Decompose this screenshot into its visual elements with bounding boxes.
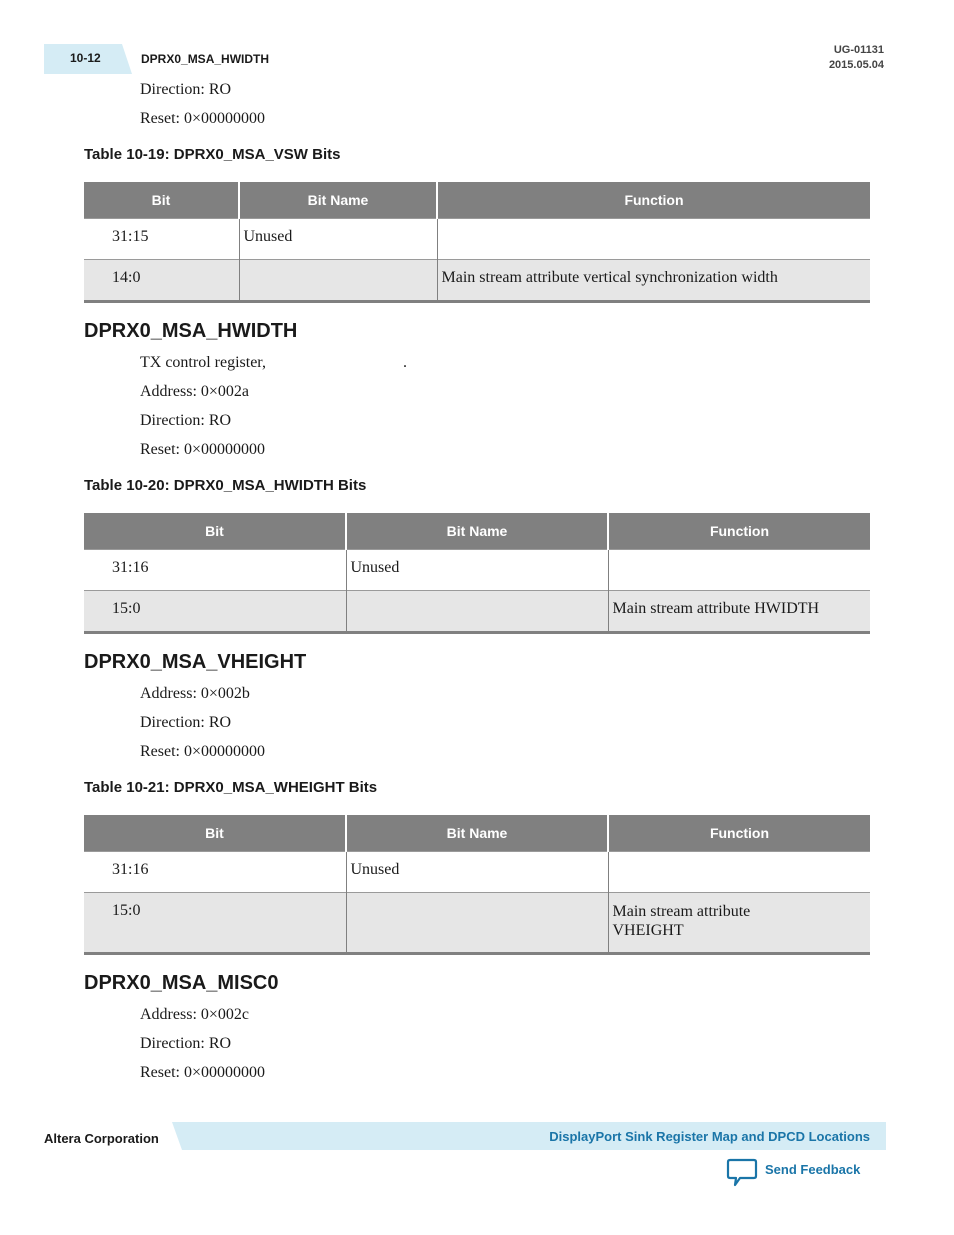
section-heading-vheight: DPRX0_MSA_VHEIGHT <box>84 651 307 673</box>
speech-bubble-icon <box>726 1158 758 1188</box>
column-header-bit: Bit <box>84 815 346 852</box>
table-row <box>84 219 870 260</box>
cell-bit-name: Unused <box>239 219 437 260</box>
column-header-function: Function <box>608 815 870 852</box>
hwidth-description-end: . <box>402 354 407 371</box>
cell-bit: 15:0 <box>84 893 346 954</box>
column-header-bit: Bit <box>84 182 239 219</box>
hwidth-address: Address: 0×002a <box>140 383 250 400</box>
table-caption-20: Table 10-20: DPRX0_MSA_HWIDTH Bits <box>84 477 367 494</box>
cell-function <box>608 852 870 893</box>
table-hwidth-bits <box>84 513 870 634</box>
table-row <box>84 893 870 954</box>
table-caption-19: Table 10-19: DPRX0_MSA_VSW Bits <box>84 146 341 163</box>
column-header-bit-name: Bit Name <box>239 182 437 219</box>
section-heading-misc0: DPRX0_MSA_MISC0 <box>84 972 279 994</box>
cell-bit: 31:16 <box>84 852 346 893</box>
document-date: 2015.05.04 <box>828 59 884 71</box>
send-feedback-label: Send Feedback <box>765 1162 861 1177</box>
vheight-reset: Reset: 0×00000000 <box>140 743 266 760</box>
column-header-bit-name: Bit Name <box>346 815 608 852</box>
column-header-bit-name: Bit Name <box>346 513 608 550</box>
footer-company: Altera Corporation <box>44 1131 159 1146</box>
page-number: 10-12 <box>70 51 101 65</box>
hwidth-direction: Direction: RO <box>140 412 232 429</box>
table-row <box>84 260 870 302</box>
cell-function <box>437 219 870 260</box>
cell-function: Main stream attribute vertical synchronization width <box>437 260 870 302</box>
hwidth-reset: Reset: 0×00000000 <box>140 441 266 458</box>
cell-function: Main stream attribute HWIDTH <box>608 591 870 633</box>
table-vheight-bits <box>84 815 870 955</box>
intro-direction: Direction: RO <box>140 81 232 98</box>
table-header-row <box>84 513 870 550</box>
table-row <box>84 852 870 893</box>
cell-function-line: Main stream attribute <box>612 903 751 920</box>
section-heading-hwidth: DPRX0_MSA_HWIDTH <box>84 320 298 342</box>
hwidth-description <box>140 354 407 372</box>
cell-function <box>608 550 870 591</box>
send-feedback-link[interactable] <box>726 1158 860 1188</box>
cell-function <box>608 893 870 954</box>
document-id: UG-01131 <box>833 44 884 56</box>
vheight-direction: Direction: RO <box>140 714 232 731</box>
column-header-function: Function <box>437 182 870 219</box>
vheight-address: Address: 0×002b <box>140 685 250 702</box>
cell-bit-name: Unused <box>346 550 608 591</box>
misc0-address: Address: 0×002c <box>140 1006 250 1023</box>
hwidth-description-text: TX control register, <box>140 354 266 371</box>
running-title: DPRX0_MSA_HWIDTH <box>141 52 270 66</box>
misc0-direction: Direction: RO <box>140 1035 232 1052</box>
cell-bit-name <box>346 893 608 954</box>
table-header-row <box>84 815 870 852</box>
intro-reset: Reset: 0×00000000 <box>140 110 266 127</box>
cell-bit-name <box>239 260 437 302</box>
column-header-function: Function <box>608 513 870 550</box>
cell-bit: 14:0 <box>84 260 239 302</box>
cell-bit: 31:15 <box>84 219 239 260</box>
cell-bit: 31:16 <box>84 550 346 591</box>
cell-bit-name: Unused <box>346 852 608 893</box>
cell-bit-name <box>346 591 608 633</box>
table-row <box>84 591 870 633</box>
misc0-reset: Reset: 0×00000000 <box>140 1064 266 1081</box>
footer-chapter-link[interactable]: DisplayPort Sink Register Map and DPCD Locations <box>549 1129 870 1144</box>
cell-bit: 15:0 <box>84 591 346 633</box>
table-caption-21: Table 10-21: DPRX0_MSA_WHEIGHT Bits <box>84 779 378 796</box>
cell-function-line: VHEIGHT <box>612 922 684 939</box>
table-row <box>84 550 870 591</box>
table-header-row <box>84 182 870 219</box>
document-id-block <box>829 43 884 73</box>
table-vsw-bits <box>84 182 870 303</box>
column-header-bit: Bit <box>84 513 346 550</box>
